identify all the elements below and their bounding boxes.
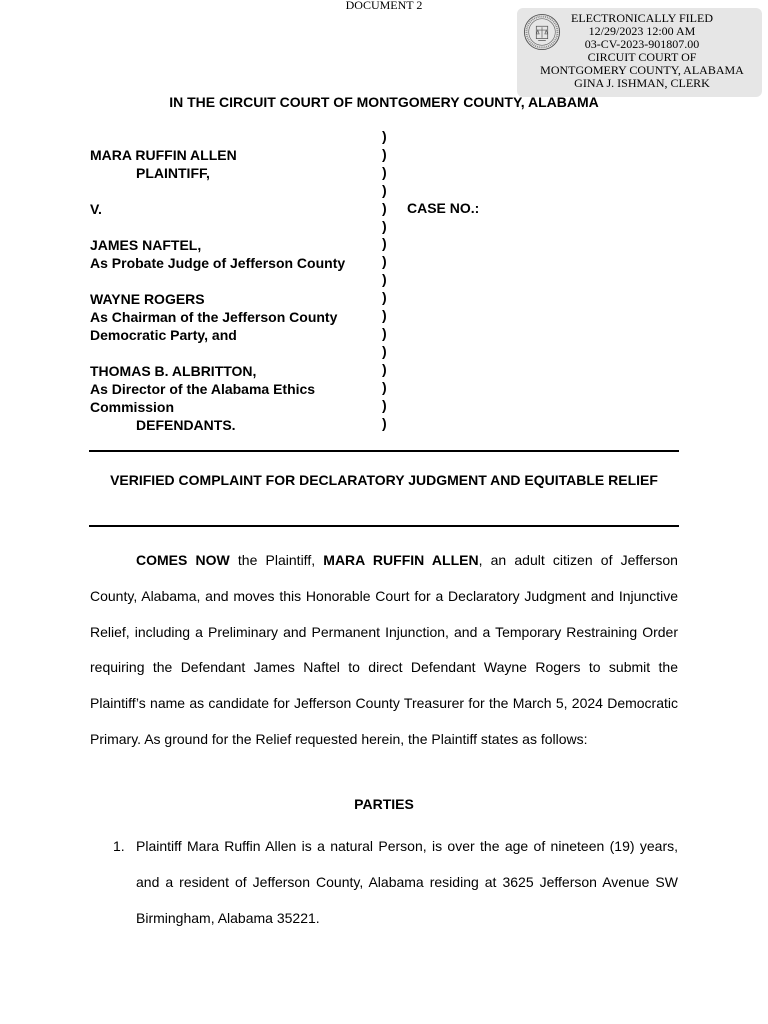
defendant-1-name: JAMES NAFTEL, xyxy=(90,237,202,253)
plaintiff-name: MARA RUFFIN ALLEN xyxy=(90,147,237,163)
stamp-line: 03-CV-2023-901807.00 xyxy=(584,37,700,51)
intro-text: , an adult citizen of Jefferson County, Alabama, and moves this Honorable Court for a Declaratory Judgment and Injunctive Relief, including a Preliminary and Permanent Injunction, and a Temporary Restraining Order requiring the Defendant James Naftel to direct Defendant Wayne Rogers to submit the Plaintiff’s name as candidate for Jefferson County Treasurer for the March 5, 2024 Democratic Primary. As ground for the Relief requested herein, the Plaintiff states as follows: xyxy=(90,552,678,747)
filing-stamp xyxy=(517,8,762,97)
case-number-label: CASE NO.: xyxy=(407,200,480,216)
caption-paren: ) xyxy=(382,307,387,324)
defendant-2-title: As Chairman of the Jefferson County xyxy=(90,309,338,325)
case-caption xyxy=(90,146,345,434)
plaintiff-role: PLAINTIFF, xyxy=(136,165,210,181)
paragraph-text: Plaintiff Mara Ruffin Allen is a natural Person, is over the age of nineteen (19) years, and a resident of Jefferson County, Alabama residing at 3625 Jefferson Avenue SW Birmingham, Alabama 35221. xyxy=(136,838,678,926)
caption-paren: ) xyxy=(382,163,387,180)
caption-paren: ) xyxy=(382,271,387,288)
court-heading: IN THE CIRCUIT COURT OF MONTGOMERY COUNTY, ALABAMA xyxy=(169,94,599,110)
defendant-3-title: As Director of the Alabama Ethics xyxy=(90,381,316,397)
title-bottom-rule xyxy=(89,525,679,527)
caption-paren: ) xyxy=(382,235,387,252)
caption-paren: ) xyxy=(382,128,387,144)
stamp-line: CIRCUIT COURT OF xyxy=(587,50,697,64)
defendant-2-title: Democratic Party, and xyxy=(90,327,237,343)
caption-paren: ) xyxy=(382,378,387,395)
versus-label: V. xyxy=(90,201,102,217)
defendant-1-title: As Probate Judge of Jefferson County xyxy=(90,255,346,271)
caption-paren: ) xyxy=(382,414,387,431)
caption-paren: ) xyxy=(382,253,387,270)
caption-paren: ) xyxy=(382,181,387,198)
stamp-line: GINA J. ISHMAN, CLERK xyxy=(574,76,710,90)
stamp-line: 12/29/2023 12:00 AM xyxy=(588,24,696,38)
paragraph-number: 1. xyxy=(113,838,125,854)
caption-paren: ) xyxy=(382,145,387,162)
caption-paren: ) xyxy=(382,217,387,234)
caption-paren: ) xyxy=(382,199,387,216)
defendant-3-title: Commission xyxy=(90,399,175,415)
numbered-paragraph xyxy=(113,829,678,936)
caption-paren: ) xyxy=(382,342,387,359)
caption-paren-column xyxy=(382,128,387,432)
defendants-role: DEFENDANTS. xyxy=(136,417,236,433)
parties-heading: PARTIES xyxy=(354,796,414,812)
defendant-3-name: THOMAS B. ALBRITTON, xyxy=(90,363,257,379)
intro-text: the Plaintiff, xyxy=(229,552,324,568)
intro-paragraph xyxy=(90,543,678,758)
defendant-2-name: WAYNE ROGERS xyxy=(90,291,205,307)
stamp-line: MONTGOMERY COUNTY, ALABAMA xyxy=(540,63,744,77)
caption-paren: ) xyxy=(382,324,387,341)
document-label: DOCUMENT 2 xyxy=(345,0,423,12)
stamp-line: ELECTRONICALLY FILED xyxy=(570,11,713,25)
complaint-title: VERIFIED COMPLAINT FOR DECLARATORY JUDGMENT AND EQUITABLE RELIEF xyxy=(110,472,658,488)
title-top-rule xyxy=(89,450,679,452)
intro-lead: COMES NOW xyxy=(136,552,230,568)
caption-paren: ) xyxy=(382,396,387,413)
caption-paren: ) xyxy=(382,360,387,377)
caption-paren: ) xyxy=(382,289,387,306)
intro-plaintiff-name: MARA RUFFIN ALLEN xyxy=(323,552,479,568)
